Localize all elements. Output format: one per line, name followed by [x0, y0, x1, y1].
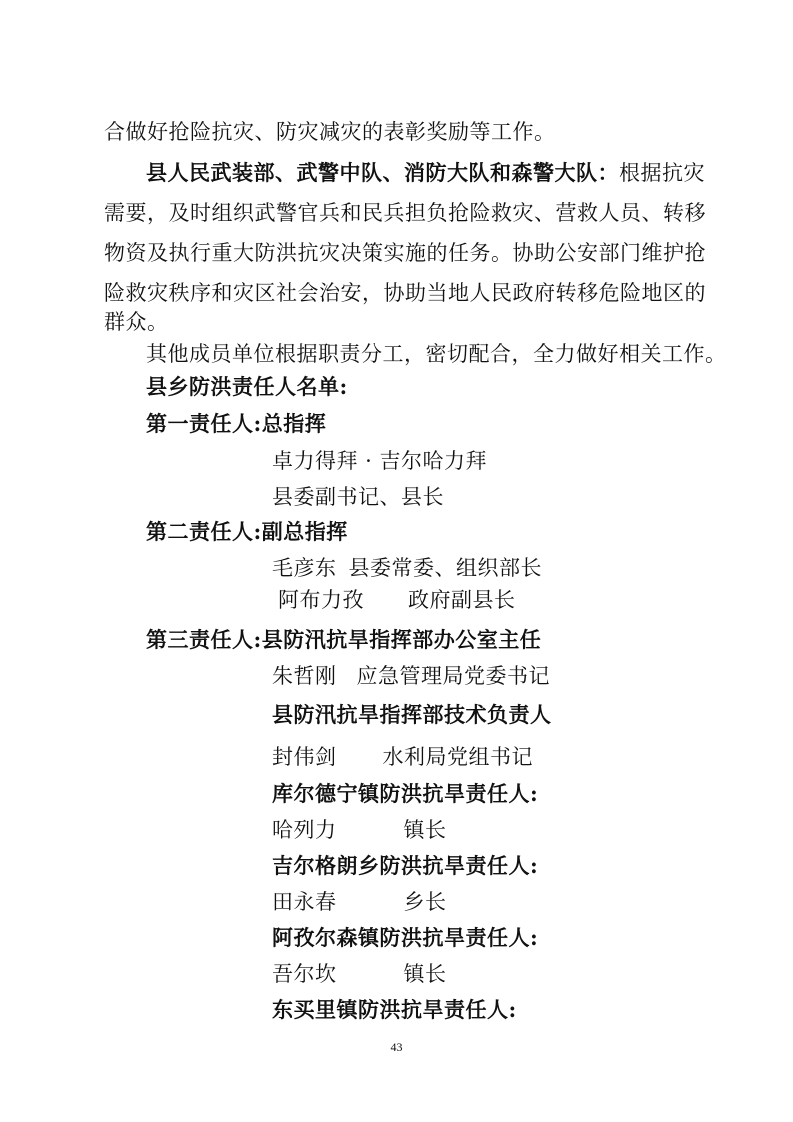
town1-title: 镇长: [403, 818, 447, 842]
third-person2-row: [272, 743, 533, 771]
page-number: 43: [390, 1040, 403, 1054]
paragraph-line-5: 险救灾秩序和灾区社会治安，协助当地人民政府转移危险地区的: [104, 281, 706, 305]
third-responsible-row: [146, 626, 541, 654]
third-responsible-label: 第三责任人:: [146, 627, 262, 652]
town3-title: 镇长: [403, 962, 447, 986]
second-person2-title: 政府副县长: [408, 588, 516, 612]
first-responsible-label: 第一责任人:: [146, 411, 262, 436]
third-person1-name: 朱哲刚: [272, 664, 337, 688]
town3-person-row: [272, 960, 447, 988]
town2-title: 乡长: [403, 890, 447, 914]
paragraph-line-4: 物资及执行重大防洪抗灾决策实施的任务。协助公安部门维护抢: [104, 241, 706, 265]
first-responsible-role: 总指挥: [261, 411, 327, 436]
second-person1-title: 县委常委、组织部长: [348, 556, 542, 580]
third-person1-title: 应急管理局党委书记: [356, 664, 550, 688]
paragraph-line-1: 合做好抢险抗灾、防灾减灾的表彰奖励等工作。: [104, 120, 556, 144]
town1-heading: 库尔德宁镇防洪抗旱责任人:: [272, 781, 539, 806]
second-person1-name: 毛彦东: [272, 556, 337, 580]
town3-heading: 阿孜尔森镇防洪抗旱责任人:: [272, 925, 539, 950]
paragraph-line-3: 需要，及时组织武警官兵和民兵担负抢险救灾、营救人员、转移: [104, 201, 706, 225]
paragraph-line-2: [146, 159, 705, 187]
paragraph-line-7: 其他成员单位根据职责分工，密切配合，全力做好相关工作。: [146, 342, 727, 366]
paragraph-line-2-text: 根据抗灾: [619, 161, 705, 185]
list-title: 县乡防洪责任人名单:: [146, 374, 348, 399]
third-responsible-role: 县防汛抗旱指挥部办公室主任: [261, 627, 542, 652]
town1-person-row: [272, 816, 447, 844]
second-responsible-role: 副总指挥: [261, 519, 348, 544]
third-role2: 县防汛抗旱指挥部技术负责人: [272, 702, 552, 727]
third-person2-name: 封伟剑: [272, 745, 337, 769]
first-responsible-title: 县委副书记、县长: [272, 485, 444, 509]
first-responsible-name: 卓力得拜 · 吉尔哈力拜: [272, 449, 488, 473]
town4-heading: 东买里镇防洪抗旱责任人:: [272, 997, 517, 1022]
second-person2-row: [278, 586, 516, 614]
town2-heading: 吉尔格朗乡防洪抗旱责任人:: [272, 853, 539, 878]
third-person2-title: 水利局党组书记: [382, 745, 533, 769]
first-responsible-row: [146, 410, 326, 438]
town2-person-row: [272, 888, 447, 916]
second-responsible-label: 第二责任人:: [146, 519, 262, 544]
second-person1-row: [272, 554, 542, 582]
paragraph-line-6: 群众。: [104, 310, 169, 334]
third-person1-row: [272, 662, 550, 690]
second-person2-name: 阿布力孜: [278, 588, 364, 612]
town3-name: 吾尔坎: [272, 962, 337, 986]
town1-name: 哈列力: [272, 818, 337, 842]
militia-heading: 县人民武装部、武警中队、消防大队和森警大队：: [146, 160, 619, 185]
second-responsible-row: [146, 518, 348, 546]
town2-name: 田永春: [272, 890, 337, 914]
